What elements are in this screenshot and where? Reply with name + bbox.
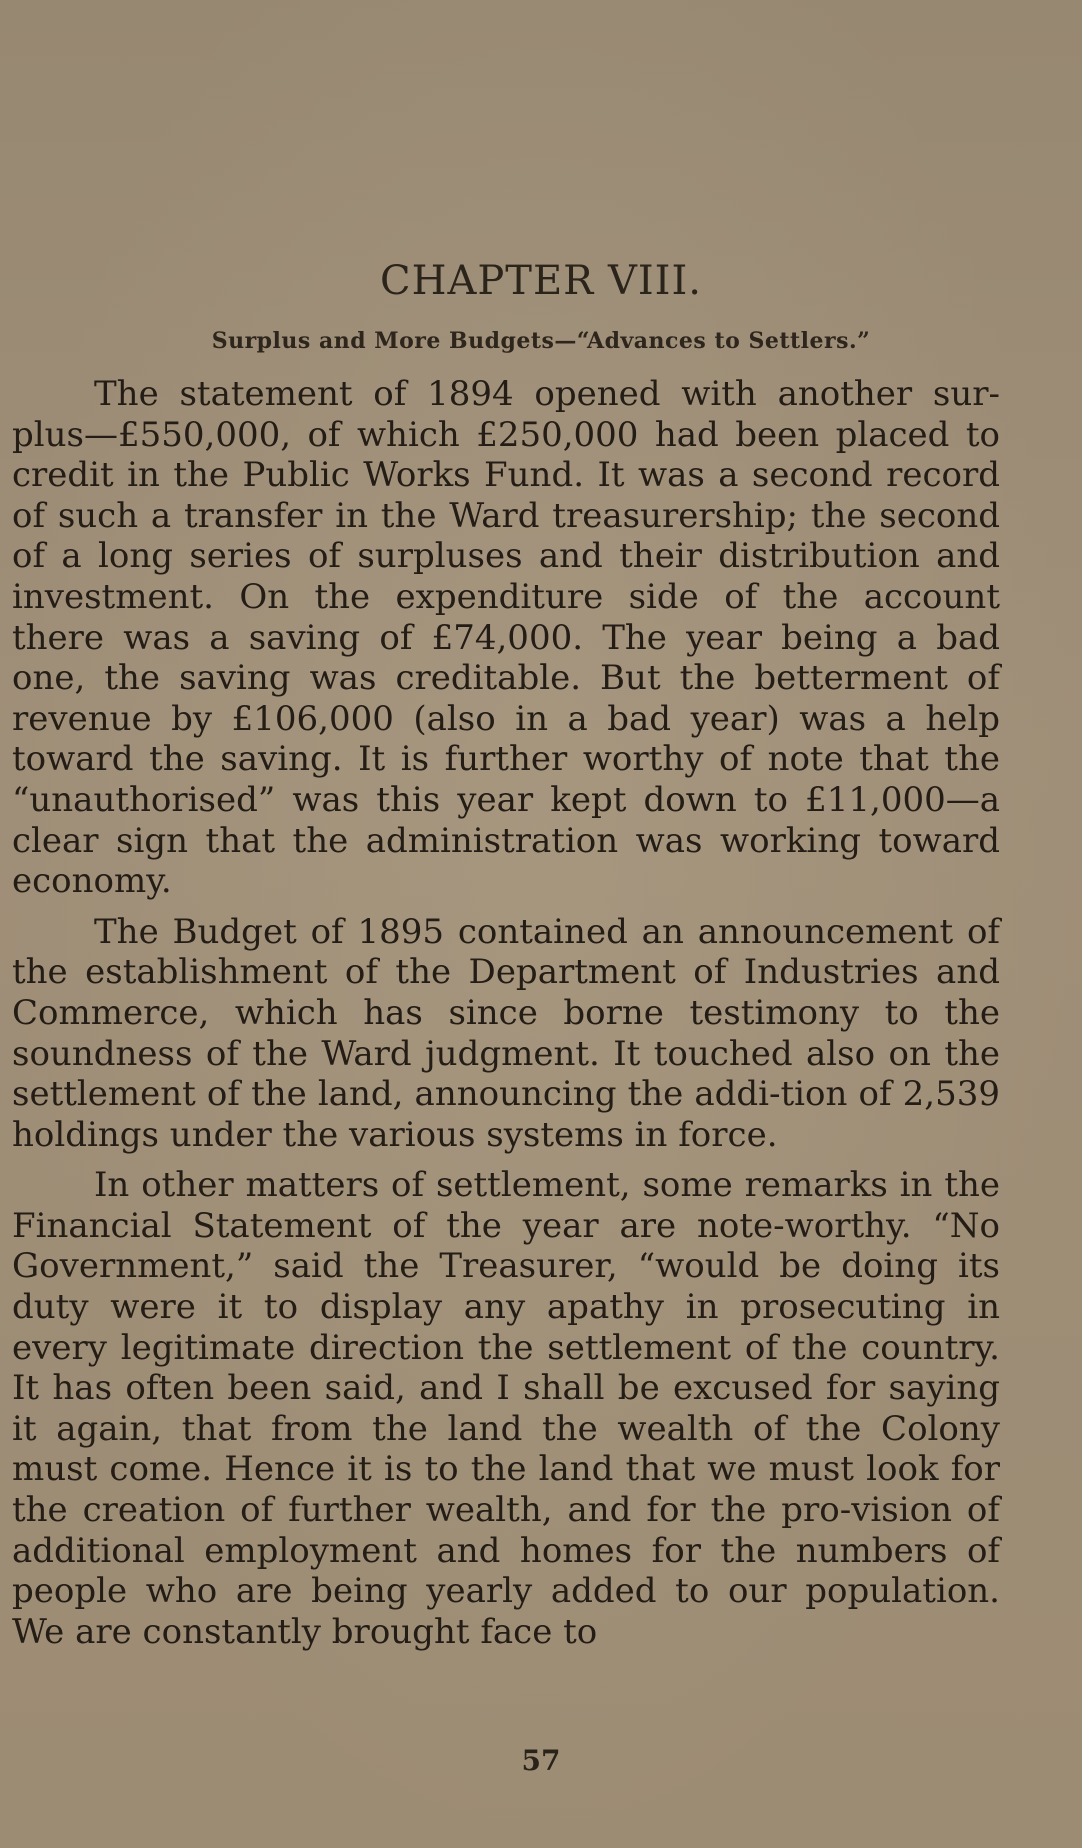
paragraph: In other matters of settlement, some remarks in the Financial Statement of the year are note-worthy. “No Government,” said the Treasurer, “would be doing its duty were it to display any apathy in prosecuting in every legitimate direction the settlement of the country. It has often been said, and I shall be excused for saying it again, that from the land the wealth of the Colony must come. Hence it is to the land that we must look for the creation of further wealth, and for the pro-vision of additional employment and homes for the numbers of people who are being yearly added to our population. We are constantly brought face to xyxy=(12,1165,1000,1652)
paragraph: The statement of 1894 opened with another sur-plus—£550,000, of which £250,000 had been placed to credit in the Public Works Fund. It was a second record of such a transfer in the Ward treasurership; the second of a long series of surpluses and their distribution and investment. On the expenditure side of the account there was a saving of £74,000. The year being a bad one, the saving was creditable. But the betterment of revenue by £106,000 (also in a bad year) was a help toward the saving. It is further worthy of note that the “unauthorised” was this year kept down to £11,000—a clear sign that the administration was working toward economy. xyxy=(12,374,1000,902)
page-number: 57 xyxy=(521,1744,561,1777)
chapter-title: CHAPTER VIII. xyxy=(379,258,702,304)
paragraph: The Budget of 1895 contained an announcement of the establishment of the Department of Industries and Commerce, which has since borne testimony to the soundness of the Ward judgment. It touched also on the settlement of the land, announcing the addi-tion of 2,539 holdings under the various systems in force. xyxy=(12,911,1000,1155)
chapter-subtitle: Surplus and More Budgets—“Advances to Settlers.” xyxy=(211,328,871,354)
body-text xyxy=(12,374,1000,1662)
